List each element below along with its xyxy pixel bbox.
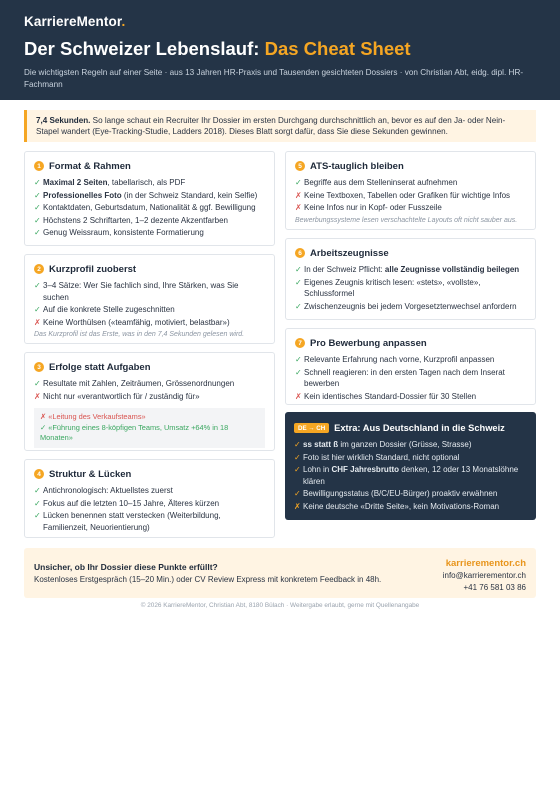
cross-icon: ✗ — [34, 391, 41, 401]
card-title: Struktur & Lücken — [49, 468, 132, 480]
item-text: Keine deutsche «Dritte Seite», kein Motivations-Roman — [303, 501, 500, 511]
cross-icon: ✗ — [294, 501, 301, 511]
check-icon: ✓ — [295, 367, 302, 377]
item-text: Lohn in — [303, 465, 332, 474]
number-badge: 6 — [295, 248, 305, 258]
list-item — [34, 215, 265, 227]
item-text: (in der Schweiz Standard, kein Selfie) — [121, 190, 258, 200]
item-bold: Maximal 2 Seiten — [43, 178, 108, 187]
card-kurzprofil — [24, 254, 275, 344]
item-text: Keine Textboxen, Tabellen oder Grafiken für wichtige Infos — [304, 190, 511, 200]
number-badge: 2 — [34, 264, 44, 274]
item-text: Lücken benennen statt verstecken (Weiterbildung, Familienzeit, Neuorientierung) — [43, 511, 221, 532]
list-item — [34, 202, 265, 214]
item-text: Keine Worthülsen («teamfähig, motiviert, belastbar») — [43, 317, 230, 327]
check-icon: ✓ — [34, 281, 41, 290]
item-text: Genug Weissraum, konsistente Formatierung — [43, 228, 204, 237]
item-text: Höchstens 2 Schriftarten, 1–2 dezente Akzentfarben — [43, 215, 229, 225]
cta-text: Kostenloses Erstgespräch (15–20 Min.) oder CV Review Express mit konkretem Feedback in 48h. — [34, 575, 382, 584]
check-icon: ✓ — [294, 465, 301, 474]
brand-name: KarriereMentor — [24, 14, 122, 29]
card-ats — [285, 151, 536, 230]
check-icon: ✓ — [34, 511, 41, 520]
item-text: Schnell reagieren: in den ersten Tagen nach dem Inserat bewerben — [304, 367, 505, 388]
list-item — [34, 498, 265, 510]
check-icon: ✓ — [295, 277, 302, 287]
list-item — [295, 190, 526, 202]
list-item — [295, 391, 526, 403]
cta-box — [24, 548, 536, 598]
list-item — [34, 177, 265, 189]
cross-icon: ✗ — [295, 190, 302, 200]
item-text: Antichronologisch: Aktuellstes zuerst — [43, 486, 173, 495]
page-title — [24, 38, 536, 60]
website-link[interactable]: karrierementor.ch — [445, 558, 526, 569]
intro-bold: 7,4 Sekunden. — [36, 116, 91, 125]
card-struktur — [24, 459, 275, 538]
list-item — [34, 378, 265, 390]
list-item — [34, 304, 265, 316]
check-icon: ✓ — [34, 498, 41, 508]
check-icon: ✓ — [295, 265, 302, 274]
item-bold: Professionelles Foto — [43, 190, 122, 200]
list-item — [294, 501, 527, 513]
extra-title: Extra: Aus Deutschland in die Schweiz — [334, 423, 505, 433]
item-text: Relevante Erfahrung nach vorne, Kurzprofil anpassen — [304, 355, 495, 364]
check-icon: ✓ — [34, 178, 41, 187]
card-zeugnisse — [285, 238, 536, 320]
number-badge: 3 — [34, 362, 44, 372]
item-text: Keine Infos nur in Kopf- oder Fusszeile — [304, 203, 442, 212]
list-item — [295, 264, 526, 276]
item-text: In der Schweiz Pflicht: — [304, 265, 385, 274]
item-text: Eigenes Zeugnis kritisch lesen: «stets», «vollste», Schlussformel — [304, 277, 481, 298]
item-text: Zwischenzeugnis bei jedem Vorgesetztenwechsel anfordern — [304, 301, 517, 311]
number-badge: 7 — [295, 338, 305, 348]
check-icon: ✓ — [294, 440, 301, 449]
cross-icon: ✗ — [34, 317, 41, 327]
list-item — [34, 317, 265, 329]
list-item — [294, 464, 527, 487]
list-item — [34, 227, 265, 239]
check-icon: ✓ — [294, 489, 301, 498]
card-title: Arbeitszeugnisse — [310, 247, 389, 259]
number-badge: 5 — [295, 161, 305, 171]
item-text: Begriffe aus dem Stelleninserat aufnehmen — [304, 178, 458, 187]
item-text: Resultate mit Zahlen, Zeiträumen, Grössenordnungen — [43, 379, 235, 388]
card-anpassen — [285, 328, 536, 405]
cross-icon: ✗ — [295, 391, 302, 401]
list-item — [34, 485, 265, 497]
list-item — [34, 190, 265, 202]
item-text: Kein identisches Standard-Dossier für 30 Stellen — [304, 391, 477, 401]
card-format — [24, 151, 275, 246]
check-icon: ✓ — [34, 190, 41, 200]
number-badge: 1 — [34, 161, 44, 171]
page-footer: © 2026 KarriereMentor, Christian Abt, 8180 Bülach · Weitergabe erlaubt, gerne mit Quellenangabe — [140, 602, 420, 609]
list-item — [34, 510, 265, 533]
check-icon: ✓ — [294, 452, 301, 462]
list-item — [295, 202, 526, 214]
list-item — [294, 488, 527, 500]
check-icon: ✓ — [34, 379, 41, 388]
check-icon: ✓ — [34, 305, 41, 314]
item-text: Auf die konkrete Stelle zugeschnitten — [43, 305, 175, 314]
phone-number[interactable]: +41 76 581 03 86 — [463, 582, 526, 592]
list-item — [294, 452, 527, 464]
card-title: Kurzprofil zuoberst — [49, 263, 137, 275]
intro-callout — [24, 110, 536, 142]
extra-de-ch-card — [285, 412, 536, 520]
list-item — [295, 177, 526, 189]
item-bold: ss statt ß — [303, 440, 339, 449]
intro-text: So lange schaut ein Recruiter Ihr Dossier im ersten Durchgang durchschnittlich an, bevor es auf den Ja- oder Nein-Stapel wandert (Eye-Tracking-Studie, Ladders 2018). Dieses Blatt sorgt dafür, dass Sie diese Sekunden gewinnen. — [36, 116, 506, 136]
email-link[interactable]: info@karrierementor.ch — [442, 571, 526, 580]
brand-dot: . — [121, 14, 126, 29]
list-item — [295, 354, 526, 366]
list-item — [294, 439, 527, 451]
item-text: Nicht nur «verantwortlich für / zuständig für» — [43, 391, 200, 401]
cross-icon: ✗ — [295, 203, 302, 212]
item-text: 3–4 Sätze: Wer Sie fachlich sind, Ihre Stärken, was Sie suchen — [43, 281, 239, 302]
item-text: Bewilligungsstatus (B/C/EU-Bürger) proaktiv erwähnen — [303, 489, 498, 498]
card-erfolge — [24, 352, 275, 451]
check-icon: ✓ — [295, 301, 302, 311]
list-item — [295, 277, 526, 300]
card-title: ATS-tauglich bleiben — [310, 160, 404, 172]
cta-question: Unsicher, ob Ihr Dossier diese Punkte erfüllt? — [34, 562, 218, 572]
check-icon: ✓ — [295, 355, 302, 364]
list-item — [34, 280, 265, 303]
item-text: im ganzen Dossier (Grüsse, Strasse) — [338, 440, 472, 449]
number-badge: 4 — [34, 469, 44, 479]
item-bold: alle Zeugnisse vollständig beilegen — [384, 265, 520, 274]
check-icon: ✓ — [34, 486, 41, 495]
check-icon: ✓ — [34, 203, 41, 212]
example-box — [34, 408, 265, 448]
item-bold: CHF Jahresbrutto — [331, 465, 400, 474]
card-title: Pro Bewerbung anpassen — [310, 337, 427, 349]
item-text: Foto ist hier wirklich Standard, nicht optional — [303, 452, 460, 462]
card-note: Bewerbungssysteme lesen verschachtelte Layouts oft nicht sauber aus. — [295, 216, 518, 224]
example-good: ✓ «Führung eines 8-köpfigen Teams, Umsatz +64% in 18 Monaten» — [40, 422, 229, 442]
check-icon: ✓ — [295, 178, 302, 187]
card-title: Erfolge statt Aufgaben — [49, 361, 151, 373]
card-note: Das Kurzprofil ist das Erste, was in den 7,4 Sekunden gelesen wird. — [34, 331, 245, 338]
title-accent: Das Cheat Sheet — [264, 38, 411, 59]
item-text: denken, 12 oder 13 Monatslöhne klären — [303, 465, 519, 486]
title-main: Der Schweizer Lebenslauf: — [24, 38, 265, 59]
check-icon: ✓ — [34, 215, 41, 225]
list-item — [295, 301, 526, 313]
example-bad: ✗ «Leitung des Verkaufsteams» — [40, 412, 146, 421]
cta-contact — [443, 557, 526, 593]
check-icon: ✓ — [34, 228, 41, 237]
card-title: Format & Rahmen — [49, 160, 131, 172]
list-item — [295, 367, 526, 390]
page-subtitle: Die wichtigsten Regeln auf einer Seite · aus 13 Jahren HR-Praxis und Tausenden gesichteten Dossiers · von Christian Abt, eidg. dipl. HR-Fachmann — [24, 68, 524, 89]
de-ch-badge: DE → CH — [294, 423, 329, 433]
brand-logo — [24, 14, 536, 29]
item-text: Kontaktdaten, Geburtsdatum, Nationalität & ggf. Bewilligung — [43, 203, 256, 212]
page-header — [0, 0, 560, 100]
list-item — [34, 391, 265, 403]
item-text: Fokus auf die letzten 10–15 Jahre, Älteres kürzen — [43, 498, 220, 508]
item-text: , tabellarisch, als PDF — [107, 178, 186, 187]
